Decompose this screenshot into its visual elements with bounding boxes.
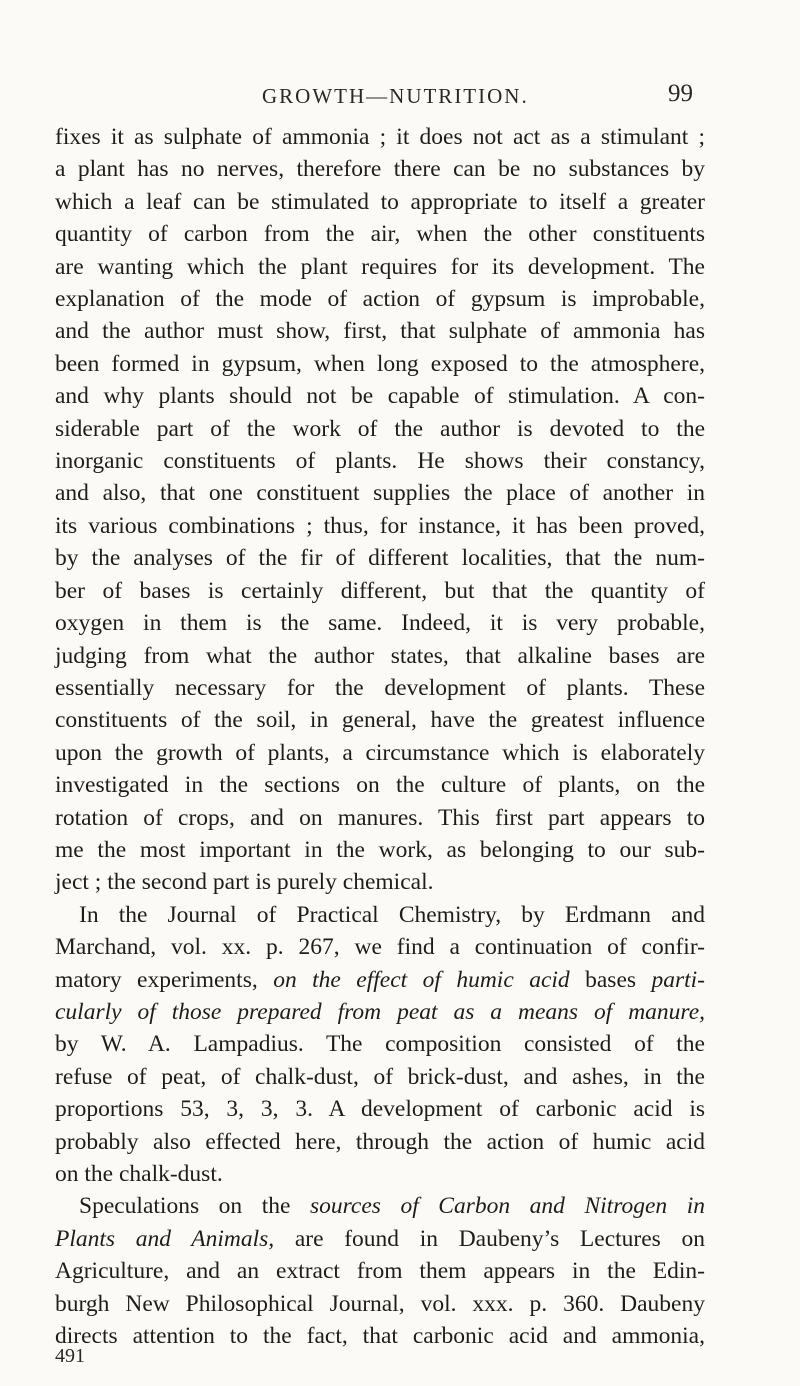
text-line <box>55 1223 705 1255</box>
text-line: ject ; the second part is purely chemical. <box>55 869 434 896</box>
text-line: and why plants should not be capable of stimulation. A con- <box>55 383 705 410</box>
text-line: Agriculture, and an extract from them appears in the Edin- <box>55 1258 705 1285</box>
running-title: GROWTH—NUTRITION. <box>262 84 529 108</box>
italic-title: Plants and Animals, <box>55 1225 275 1252</box>
text-line <box>55 964 705 996</box>
text-line: directs attention to the fact, that carbonic acid and ammonia, <box>55 1323 705 1350</box>
text-line: siderable part of the work of the author is devoted to the <box>55 415 705 442</box>
text-line: constituents of the soil, in general, have the greatest influence <box>55 707 705 734</box>
text-run: are found in Daubeny’s Lectures on <box>274 1225 705 1252</box>
text-line <box>55 1190 705 1222</box>
text-line: and the author must show, first, that sulphate of ammonia has <box>55 318 705 345</box>
text-line: ber of bases is certainly different, but that the quantity of <box>55 577 705 604</box>
text-line: rotation of crops, and on manures. This first part appears to <box>55 804 705 831</box>
text-line: investigated in the sections on the culture of plants, on the <box>55 772 705 799</box>
text-line: burgh New Philosophical Journal, vol. xxx. p. 360. Daubeny <box>55 1290 705 1317</box>
text-line: In the Journal of Practical Chemistry, by Erdmann and <box>79 901 705 928</box>
text-line: quantity of carbon from the air, when the other constituents <box>55 221 705 248</box>
italic-title: sources of Carbon and Nitrogen in <box>309 1193 705 1220</box>
text-line: Marchand, vol. xx. p. 267, we find a continuation of confir- <box>55 934 705 961</box>
text-line: me the most important in the work, as belonging to our sub- <box>55 836 705 863</box>
text-line: upon the growth of plants, a circumstance which is elaborately <box>55 739 705 766</box>
text-line: on the chalk-dust. <box>55 1161 223 1187</box>
text-line: a plant has no nerves, therefore there can be no substances by <box>55 156 705 183</box>
page-number: 99 <box>668 80 693 107</box>
text-line: fixes it as sulphate of ammonia ; it does not act as a stimulant ; <box>55 124 705 150</box>
text-line: explanation of the mode of action of gypsum is improbable, <box>55 286 705 313</box>
italic-title: parti- <box>651 966 705 993</box>
text-line: probably also effected here, through the action of humic acid <box>55 1128 705 1155</box>
italic-title: on the effect of humic acid <box>273 966 570 993</box>
text-line: judging from what the author states, that alkaline bases are <box>55 642 705 669</box>
text-line: proportions 53, 3, 3, 3. A development of carbonic acid is <box>55 1096 705 1123</box>
running-head <box>0 80 800 120</box>
text-line: its various combinations ; thus, for instance, it has been proved, <box>55 512 705 539</box>
text-run: matory experiments, <box>55 966 274 993</box>
text-line: oxygen in them is the same. Indeed, it is very probable, <box>55 610 705 637</box>
text-line: been formed in gypsum, when long exposed to the atmosphere, <box>55 350 705 377</box>
text-line: by W. A. Lampadius. The composition consisted of the <box>55 1031 705 1058</box>
text-line: by the analyses of the fir of different localities, that the num- <box>55 545 705 572</box>
text-line <box>55 996 705 1028</box>
text-run: Speculations on the <box>79 1193 310 1220</box>
text-run: bases <box>569 966 652 993</box>
italic-title: cularly of those prepared from peat as a means of manure, <box>55 998 705 1025</box>
text-line: and also, that one constituent supplies the place of another in <box>55 480 705 507</box>
text-line: are wanting which the plant requires for its development. The <box>55 253 705 280</box>
body-text <box>55 121 705 1352</box>
text-line: inorganic constituents of plants. He shows their constancy, <box>55 448 705 475</box>
signature-mark: 491 <box>55 1345 85 1367</box>
text-line: which a leaf can be stimulated to appropriate to itself a greater <box>55 188 705 215</box>
text-line: refuse of peat, of chalk-dust, of brick-dust, and ashes, in the <box>55 1063 705 1090</box>
text-line: essentially necessary for the development of plants. These <box>55 674 705 701</box>
